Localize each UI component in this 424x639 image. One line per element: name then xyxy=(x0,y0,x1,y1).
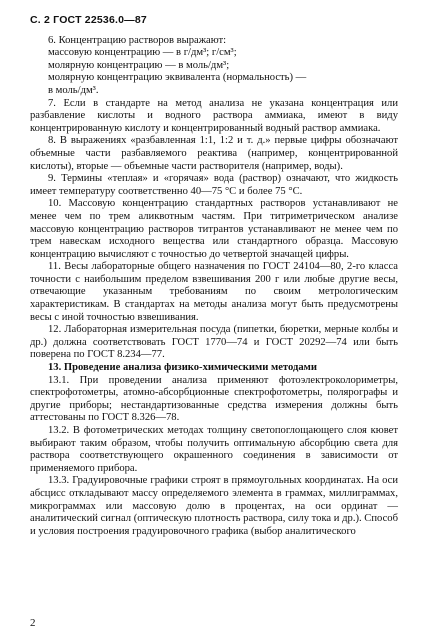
paragraph-13-1: 13.1. При проведении анализа применяют фотоэлектроколориметры, спектрофотометры, атомно-абсорбционные спектрофотометры, полярографы и другие приборы; нестандартизованные средства измерения должны быть аттестованы по ГОСТ 8.326—78. xyxy=(30,374,398,424)
section-13-heading: 13. Проведение анализа физико-химическими методами xyxy=(48,362,317,374)
paragraph-6-item-1: массовую концентрацию — в г/дм³; г/см³; xyxy=(48,47,237,59)
paragraph-13-3: 13.3. Градуировочные графики строят в прямоугольных координатах. На оси абсцисс откладывают массу определяемого элемента в граммах, миллиграммах, микрограммах или массовую долю в процентах, на оси ординат — аналитический сигнал (оптическую плотность раствора, силу тока и др.). Способ и условия построения градуировочного графика (выбор аналитического xyxy=(30,475,398,537)
paragraph-12: 12. Лабораторная измерительная посуда (пипетки, бюретки, мерные колбы и др.) должна соответствовать ГОСТ 1770—74 и ГОСТ 20292—74 или быть поверена по ГОСТ 8.234—77. xyxy=(30,324,398,361)
paragraph-6-item-3-cont: в моль/дм³. xyxy=(48,84,99,96)
paragraph-8: 8. В выражениях «разбавленная 1:1, 1:2 и т. д.» первые цифры обозначают объемные части разбавляемого реактива (например, концентрированной кислоты), вторые — объемные части растворителя (например, воды). xyxy=(30,135,398,172)
page-header: С. 2 ГОСТ 22536.0—87 xyxy=(30,14,147,26)
paragraph-10: 10. Массовую концентрацию стандартных растворов устанавливают не менее чем по трем аликвотным частям. При титриметрическом анализе массовую концентрацию растворов титрантов устанавливают не менее чем по трем навескам исходного вещества или стандартного образца. Массовую концентрацию вычисляют с точностью до четвертой значащей цифры. xyxy=(30,198,398,260)
paragraph-6-item-3: молярную концентрацию эквивалента (нормальность) — xyxy=(48,72,307,84)
paragraph-6-item-2: молярную концентрацию — в моль/дм³; xyxy=(48,59,230,71)
paragraph-13-2: 13.2. В фотометрических методах толщину светопоглощающего слоя кювет выбирают таким образом, чтобы получить оптимальную абсорбцию света для раствора соответствующего окрашенного соединения в зависимости от применяемого прибора. xyxy=(30,425,398,474)
paragraph-6-title: 6. Концентрацию растворов выражают: xyxy=(48,34,227,46)
page-number: 2 xyxy=(30,617,36,630)
paragraph-7: 7. Если в стандарте на метод анализа не указана концентрация или разбавление кислоты и водного раствора аммиака, имеют в виду концентрированную кислоту и концентрированный водный раствор аммиака. xyxy=(30,97,398,134)
paragraph-9: 9. Термины «теплая» и «горячая» вода (раствор) означают, что жидкость имеет температуру соответственно 40—75 °С и более 75 °С. xyxy=(30,173,398,197)
paragraph-11: 11. Весы лабораторные общего назначения по ГОСТ 24104—80, 2-го класса точности с наибольшим пределом взвешивания 200 г или любые другие весы, отвечающие указанным требованиям по своим метрологическим характеристикам. В стандартах на методы анализа могут быть предусмотрены весы с иной точностью взвешивания. xyxy=(30,261,398,323)
